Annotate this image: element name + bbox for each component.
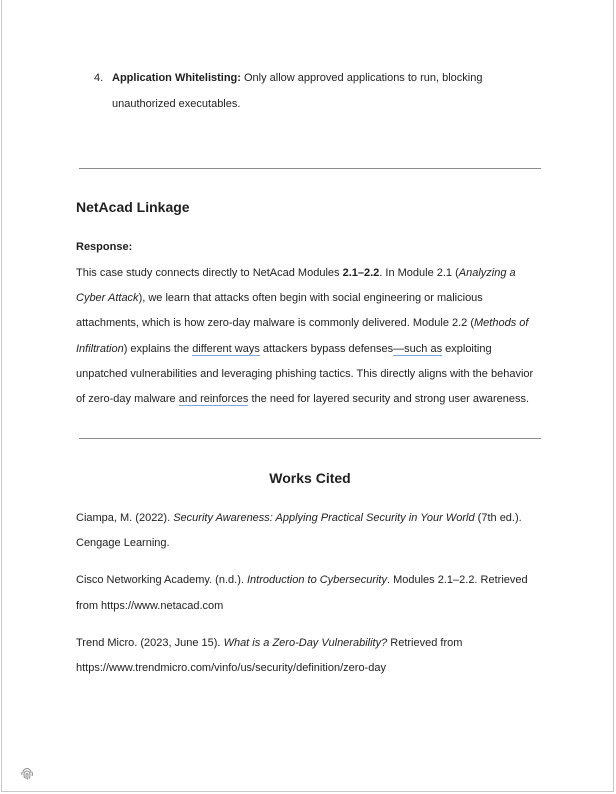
paragraph-line <box>76 394 529 405</box>
citation-line: from https://www.netacad.com <box>76 600 224 612</box>
text-run: . Modules 2.1–2.2. Retrieved <box>386 574 528 586</box>
text-run: ), we learn that attacks often begin with social engineering or malicious <box>138 292 483 304</box>
citation-line: Cengage Learning. <box>76 537 170 549</box>
works-cited-heading: Works Cited <box>269 470 351 486</box>
text-run-italic: Methods of <box>474 317 529 329</box>
citation-line <box>76 638 462 649</box>
text-run: the need for layered security and strong user awareness. <box>248 393 530 405</box>
text-run: Trend Micro. (2023, June 15). <box>76 637 224 649</box>
text-run-italic: Introduction to Cybersecurity <box>246 574 387 586</box>
grammar-suggestion[interactable]: and reinforces <box>178 393 249 405</box>
horizontal-rule <box>79 438 541 439</box>
paragraph-line <box>76 318 528 329</box>
text-run-italic: Infiltration <box>76 343 124 355</box>
text-run-italic: Security Awareness: Applying Practical Security in Your World <box>173 512 475 524</box>
paragraph-line <box>76 268 516 279</box>
grammar-suggestion[interactable]: —such as <box>393 343 443 355</box>
list-item-title: Application Whitelisting: <box>112 72 241 84</box>
paragraph-line: unpatched vulnerabilities and leveraging phishing tactics. This directly aligns with the behavior <box>76 368 534 380</box>
fingerprint-icon[interactable] <box>20 767 34 781</box>
list-item-line-2: unauthorized executables. <box>112 98 241 110</box>
text-run: . In Module 2.1 ( <box>379 267 459 279</box>
document-page <box>1 0 614 792</box>
paragraph-line <box>76 293 483 304</box>
section-heading-netacad: NetAcad Linkage <box>76 199 190 215</box>
response-label: Response: <box>76 241 133 253</box>
text-run: attachments, which is how zero-day malware is commonly delivered. Module 2.2 ( <box>76 317 474 329</box>
horizontal-rule <box>79 168 541 169</box>
text-run-italic: Analyzing a <box>458 267 516 279</box>
text-run: Ciampa, M. (2022). <box>76 512 174 524</box>
list-item-text: Only allow approved applications to run, blocking <box>240 72 483 84</box>
text-run: of zero-day malware <box>76 393 179 405</box>
text-run: Cisco Networking Academy. (n.d.). <box>76 574 247 586</box>
citation-line <box>76 513 522 524</box>
text-run: (7th ed.). <box>474 512 522 524</box>
text-run: This case study connects directly to NetAcad Modules <box>76 267 343 279</box>
list-item-line-1 <box>112 73 482 84</box>
list-number: 4. <box>94 72 104 84</box>
text-run: attackers bypass defenses <box>259 343 394 355</box>
citation-line: https://www.trendmicro.com/vinfo/us/security/definition/zero-day <box>76 662 386 674</box>
text-run: Retrieved from <box>387 637 463 649</box>
text-run-italic: What is a Zero-Day Vulnerability? <box>223 637 388 649</box>
text-run: ) explains the <box>123 343 193 355</box>
text-run-italic: Cyber Attack <box>76 292 139 304</box>
citation-line <box>76 575 528 586</box>
text-run: exploiting <box>442 343 492 355</box>
grammar-suggestion[interactable]: different ways <box>192 343 260 355</box>
text-run-bold: 2.1–2.2 <box>342 267 380 279</box>
paragraph-line <box>76 344 492 355</box>
